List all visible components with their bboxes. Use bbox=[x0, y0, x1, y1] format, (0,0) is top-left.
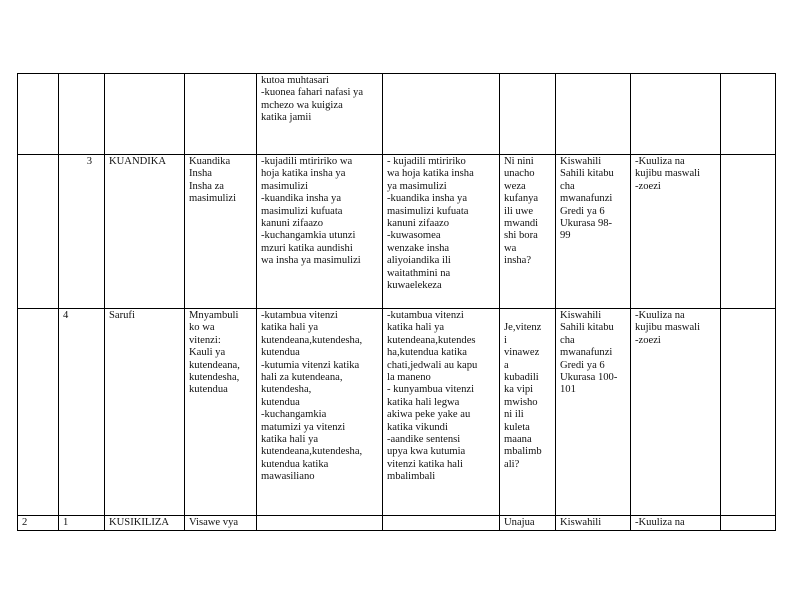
objectives-cell: -kutambua vitenzi katika hali ya kutendeana,kutendesha, kutendua -kutumia vitenzi katika hali za kutendeana, kutendesha, kutendua -kuchangamkia matumizi ya vitenzi katika hali ya kutendeana,kutendesha, kutendua katika mawasiliano bbox=[257, 309, 383, 516]
activities-cell bbox=[383, 74, 500, 155]
activities-cell: - kujadili mtiririko wa hoja katika insha ya masimulizi -kuandika insha ya masimulizi kufuata kanuni zifaazo -kuwasomea wenzake insha aliyoiandika ili waitathmini na kuwaelekeza bbox=[383, 155, 500, 309]
subtopic-cell: Mnyambuli ko wa vitenzi: Kauli ya kutendeana, kutendesha, kutendua bbox=[185, 309, 257, 516]
lesson-cell bbox=[59, 74, 105, 155]
week-cell bbox=[18, 309, 59, 516]
lesson-cell: 1 bbox=[59, 516, 105, 531]
table-row bbox=[18, 516, 776, 531]
activities-cell: -kutambua vitenzi katika hali ya kutendeana,kutendes ha,kutendua katika chati,jedwali au kapu la maneno - kunyambua vitenzi katika hali legwa akiwa peke yake au katika vikundi -aandike sentensi upya kwa kutumia vitenzi katika hali mbalimbali bbox=[383, 309, 500, 516]
lesson-cell: 3 bbox=[59, 155, 105, 309]
question-cell: Unajua bbox=[500, 516, 556, 531]
assessment-cell bbox=[631, 74, 721, 155]
objectives-cell: -kujadili mtiririko wa hoja katika insha ya masimulizi -kuandika insha ya masimulizi kufuata kanuni zifaazo -kuchangamkia utunzi mzuri katika aundishi wa insha ya masimulizi bbox=[257, 155, 383, 309]
remarks-cell bbox=[721, 74, 776, 155]
remarks-cell bbox=[721, 155, 776, 309]
assessment-cell: -Kuuliza na kujibu maswali -zoezi bbox=[631, 309, 721, 516]
topic-cell bbox=[105, 74, 185, 155]
question-cell: Je,vitenz i vinawez a kubadili ka vipi mwisho ni ili kuleta maana mbalimb ali? bbox=[500, 309, 556, 516]
references-cell: Kiswahili Sahili kitabu cha mwanafunzi Gredi ya 6 Ukurasa 98- 99 bbox=[556, 155, 631, 309]
table-row bbox=[18, 74, 776, 155]
references-cell: Kiswahili Sahili kitabu cha mwanafunzi Gredi ya 6 Ukurasa 100- 101 bbox=[556, 309, 631, 516]
topic-cell: KUSIKILIZA bbox=[105, 516, 185, 531]
topic-cell: Sarufi bbox=[105, 309, 185, 516]
subtopic-cell: Kuandika Insha Insha za masimulizi bbox=[185, 155, 257, 309]
week-cell bbox=[18, 74, 59, 155]
objectives-cell bbox=[257, 516, 383, 531]
assessment-cell: -Kuuliza na bbox=[631, 516, 721, 531]
remarks-cell bbox=[721, 516, 776, 531]
references-cell bbox=[556, 74, 631, 155]
references-cell: Kiswahili bbox=[556, 516, 631, 531]
topic-cell: KUANDIKA bbox=[105, 155, 185, 309]
remarks-cell bbox=[721, 309, 776, 516]
table-row bbox=[18, 155, 776, 309]
subtopic-cell: Visawe vya bbox=[185, 516, 257, 531]
table-row bbox=[18, 309, 776, 516]
question-cell bbox=[500, 74, 556, 155]
assessment-cell: -Kuuliza na kujibu maswali -zoezi bbox=[631, 155, 721, 309]
scheme-of-work-table bbox=[17, 73, 776, 531]
lesson-cell: 4 bbox=[59, 309, 105, 516]
week-cell bbox=[18, 155, 59, 309]
activities-cell bbox=[383, 516, 500, 531]
question-cell: Ni nini unacho weza kufanya ili uwe mwandi shi bora wa insha? bbox=[500, 155, 556, 309]
objectives-cell: kutoa muhtasari -kuonea fahari nafasi ya mchezo wa kuigiza katika jamii bbox=[257, 74, 383, 155]
subtopic-cell bbox=[185, 74, 257, 155]
week-cell: 2 bbox=[18, 516, 59, 531]
